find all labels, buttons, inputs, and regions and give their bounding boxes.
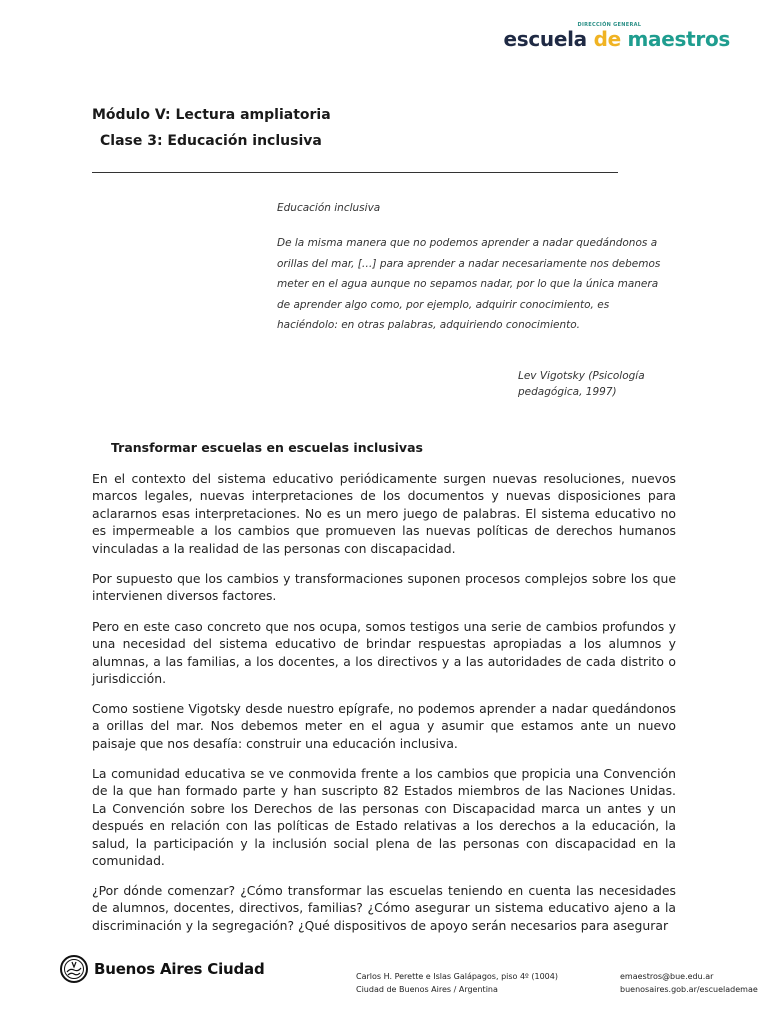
epigraph-title: Educación inclusiva <box>277 202 381 214</box>
paragraph: Pero en este caso concreto que nos ocupa, somos testigos una serie de cambios profundos y una necesidad del sistema educativo de brindar respuestas apropiadas a los alumnos y alumnas, a las familias, a los docentes, a los directivos y a las autoridades de cada distrito o jurisdicción. <box>92 619 676 687</box>
page-subtitle: Clase 3: Educación inclusiva <box>100 133 322 149</box>
page-title: Módulo V: Lectura ampliatoria <box>92 107 331 123</box>
paragraph: En el contexto del sistema educativo periódicamente surgen nuevas resoluciones, nuevos marcos legales, nuevas interpretaciones de los documentos y nuevas disposiciones para aclararnos esas interpretaciones. No es un mero juego de palabras. El sistema educativo no es impermeable a los cambios que promueven las nuevas políticas de derechos humanos vinculadas a la realidad de las personas con discapacidad. <box>92 471 676 556</box>
buenos-aires-ciudad-logo <box>60 955 265 983</box>
epigraph-text: De la misma manera que no podemos aprender a nadar quedándonos a orillas del mar, […] para aprender a nadar necesariamente nos debemos meter en el agua aunque no sepamos nadar, por lo que la única manera de aprender algo como, por ejemplo, adquirir conocimiento, es haciéndolo: en otras palabras, adquiriendo conocimiento. <box>277 237 661 331</box>
logo-wordmark <box>504 28 731 50</box>
address-line: Ciudad de Buenos Aires / Argentina <box>356 984 498 994</box>
logo-direccion-general: DIRECCIÓN GENERAL <box>577 22 642 28</box>
website-link[interactable]: buenosaires.gob.ar/escuelademae <box>620 984 758 994</box>
logo-word-escuela: escuela <box>503 27 587 51</box>
footer-contact <box>620 971 758 996</box>
section-heading: Transformar escuelas en escuelas inclusivas <box>111 440 423 455</box>
paragraph: Por supuesto que los cambios y transformaciones suponen procesos complejos sobre los que intervienen diversos factores. <box>92 571 676 604</box>
paragraph: Como sostiene Vigotsky desde nuestro epígrafe, no podemos aprender a nadar quedándonos a orillas del mar. Nos debemos meter en el agua y asumir que estamos ante un nuevo paisaje que nos desafía: construir una educación inclusiva. <box>92 701 676 751</box>
address-line: Carlos H. Perette e Islas Galápagos, piso 4º (1004) <box>356 972 558 981</box>
logo-word-de: de <box>593 27 621 51</box>
city-seal-icon <box>60 955 88 983</box>
email-link[interactable]: emaestros@bue.edu.ar <box>620 972 714 981</box>
epigraph-author: Lev Vigotsky (Psicología pedagógica, 1997) <box>518 370 645 398</box>
logo-word-maestros: maestros <box>627 27 730 51</box>
title-divider <box>92 172 618 173</box>
paragraph: La comunidad educativa se ve conmovida frente a los cambios que propicia una Convención de la que han formado parte y han suscripto 82 Estados miembros de las Naciones Unidas. La Convención sobre los Derechos de las personas con Discapacidad marca un antes y un después en relación con las políticas de Estado relativas a los derechos a la educación, la salud, la participación y la inclusión social plena de las personas con discapacidad en la comunidad. <box>92 766 676 869</box>
footer-address <box>356 971 558 996</box>
footer-brand: Buenos Aires Ciudad <box>94 960 265 978</box>
paragraph: ¿Por dónde comenzar? ¿Cómo transformar las escuelas teniendo en cuenta las necesidades de alumnos, docentes, directivos, familias? ¿Cómo asegurar un sistema educativo ajeno a la discriminación y la segregación? ¿Qué dispositivos de apoyo serán necesarios para asegurar <box>92 883 676 933</box>
escuela-de-maestros-logo <box>504 22 731 50</box>
